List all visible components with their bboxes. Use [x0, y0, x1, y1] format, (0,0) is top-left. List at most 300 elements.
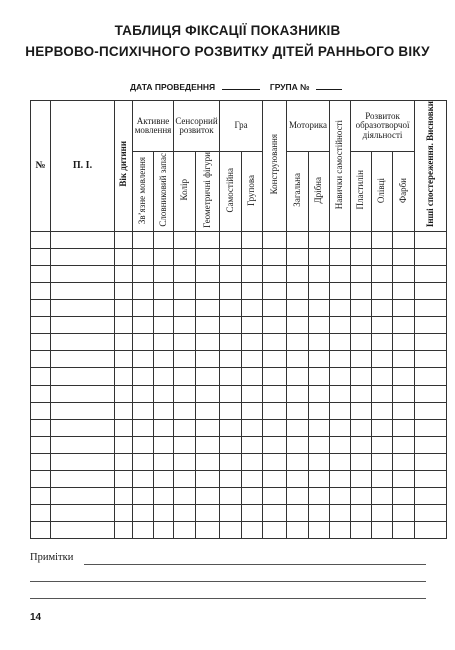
table-cell[interactable]: [220, 436, 242, 453]
table-cell[interactable]: [393, 522, 415, 539]
table-cell[interactable]: [31, 300, 51, 317]
table-cell[interactable]: [115, 351, 133, 368]
table-cell[interactable]: [242, 419, 263, 436]
table-cell[interactable]: [242, 334, 263, 351]
table-cell[interactable]: [174, 522, 196, 539]
table-cell[interactable]: [351, 265, 372, 282]
table-cell[interactable]: [309, 351, 330, 368]
table-cell[interactable]: [133, 488, 154, 505]
table-cell[interactable]: [263, 282, 287, 299]
table-cell[interactable]: [351, 436, 372, 453]
table-cell[interactable]: [351, 453, 372, 470]
table-cell[interactable]: [415, 265, 447, 282]
table-cell[interactable]: [372, 300, 393, 317]
table-cell[interactable]: [174, 385, 196, 402]
notes-line[interactable]: [30, 581, 426, 582]
table-cell[interactable]: [196, 402, 220, 419]
table-cell[interactable]: [287, 351, 309, 368]
table-cell[interactable]: [196, 505, 220, 522]
table-cell[interactable]: [154, 419, 174, 436]
table-cell[interactable]: [133, 317, 154, 334]
table-cell[interactable]: [309, 282, 330, 299]
table-cell[interactable]: [393, 231, 415, 248]
table-cell[interactable]: [393, 402, 415, 419]
table-cell[interactable]: [115, 282, 133, 299]
table-cell[interactable]: [133, 334, 154, 351]
table-cell[interactable]: [330, 300, 351, 317]
table-cell[interactable]: [174, 334, 196, 351]
table-cell[interactable]: [115, 300, 133, 317]
table-cell[interactable]: [393, 334, 415, 351]
table-cell[interactable]: [372, 385, 393, 402]
table-cell[interactable]: [220, 351, 242, 368]
table-cell[interactable]: [287, 300, 309, 317]
table-cell[interactable]: [393, 436, 415, 453]
table-cell[interactable]: [242, 453, 263, 470]
table-cell[interactable]: [287, 317, 309, 334]
table-cell[interactable]: [393, 453, 415, 470]
table-cell[interactable]: [263, 265, 287, 282]
table-cell[interactable]: [309, 505, 330, 522]
table-cell[interactable]: [263, 334, 287, 351]
table-cell[interactable]: [51, 334, 115, 351]
table-cell[interactable]: [220, 385, 242, 402]
table-cell[interactable]: [133, 300, 154, 317]
table-cell[interactable]: [263, 300, 287, 317]
table-cell[interactable]: [133, 419, 154, 436]
table-cell[interactable]: [263, 522, 287, 539]
table-cell[interactable]: [115, 488, 133, 505]
table-cell[interactable]: [330, 282, 351, 299]
table-cell[interactable]: [372, 505, 393, 522]
table-cell[interactable]: [393, 368, 415, 385]
table-cell[interactable]: [351, 334, 372, 351]
table-cell[interactable]: [415, 282, 447, 299]
table-cell[interactable]: [133, 265, 154, 282]
table-cell[interactable]: [242, 436, 263, 453]
table-cell[interactable]: [154, 505, 174, 522]
table-cell[interactable]: [220, 419, 242, 436]
table-cell[interactable]: [31, 488, 51, 505]
notes-line[interactable]: [84, 564, 426, 565]
table-cell[interactable]: [51, 419, 115, 436]
table-cell[interactable]: [287, 368, 309, 385]
table-cell[interactable]: [372, 368, 393, 385]
table-cell[interactable]: [220, 265, 242, 282]
table-cell[interactable]: [372, 317, 393, 334]
table-cell[interactable]: [196, 436, 220, 453]
table-cell[interactable]: [51, 522, 115, 539]
table-cell[interactable]: [31, 334, 51, 351]
table-cell[interactable]: [263, 470, 287, 487]
table-cell[interactable]: [372, 282, 393, 299]
table-cell[interactable]: [309, 368, 330, 385]
table-cell[interactable]: [154, 351, 174, 368]
table-cell[interactable]: [287, 402, 309, 419]
table-cell[interactable]: [372, 351, 393, 368]
table-cell[interactable]: [133, 231, 154, 248]
table-cell[interactable]: [31, 453, 51, 470]
table-cell[interactable]: [220, 317, 242, 334]
table-cell[interactable]: [330, 505, 351, 522]
table-cell[interactable]: [196, 368, 220, 385]
table-cell[interactable]: [154, 470, 174, 487]
table-cell[interactable]: [133, 522, 154, 539]
table-cell[interactable]: [309, 317, 330, 334]
table-cell[interactable]: [287, 385, 309, 402]
table-cell[interactable]: [330, 522, 351, 539]
table-cell[interactable]: [133, 436, 154, 453]
table-cell[interactable]: [154, 522, 174, 539]
table-cell[interactable]: [31, 419, 51, 436]
table-cell[interactable]: [351, 505, 372, 522]
table-cell[interactable]: [415, 351, 447, 368]
table-cell[interactable]: [115, 317, 133, 334]
table-cell[interactable]: [393, 317, 415, 334]
table-cell[interactable]: [309, 402, 330, 419]
table-cell[interactable]: [51, 282, 115, 299]
table-cell[interactable]: [287, 505, 309, 522]
table-cell[interactable]: [115, 436, 133, 453]
table-cell[interactable]: [154, 488, 174, 505]
table-cell[interactable]: [51, 385, 115, 402]
table-cell[interactable]: [309, 419, 330, 436]
table-cell[interactable]: [393, 488, 415, 505]
table-cell[interactable]: [263, 368, 287, 385]
table-cell[interactable]: [115, 334, 133, 351]
table-cell[interactable]: [263, 402, 287, 419]
table-cell[interactable]: [174, 231, 196, 248]
table-cell[interactable]: [31, 385, 51, 402]
table-cell[interactable]: [309, 453, 330, 470]
table-cell[interactable]: [196, 265, 220, 282]
table-cell[interactable]: [51, 368, 115, 385]
table-cell[interactable]: [31, 351, 51, 368]
table-cell[interactable]: [31, 265, 51, 282]
table-cell[interactable]: [309, 300, 330, 317]
table-cell[interactable]: [196, 488, 220, 505]
table-cell[interactable]: [133, 453, 154, 470]
table-cell[interactable]: [51, 453, 115, 470]
table-cell[interactable]: [415, 231, 447, 248]
table-cell[interactable]: [174, 368, 196, 385]
table-cell[interactable]: [263, 351, 287, 368]
table-cell[interactable]: [51, 488, 115, 505]
table-cell[interactable]: [174, 453, 196, 470]
table-cell[interactable]: [415, 402, 447, 419]
table-cell[interactable]: [196, 453, 220, 470]
table-cell[interactable]: [351, 470, 372, 487]
table-cell[interactable]: [242, 351, 263, 368]
table-cell[interactable]: [174, 265, 196, 282]
table-cell[interactable]: [31, 317, 51, 334]
table-cell[interactable]: [372, 231, 393, 248]
table-cell[interactable]: [351, 317, 372, 334]
table-cell[interactable]: [287, 453, 309, 470]
table-cell[interactable]: [115, 265, 133, 282]
table-cell[interactable]: [263, 436, 287, 453]
table-cell[interactable]: [242, 265, 263, 282]
table-cell[interactable]: [309, 231, 330, 248]
table-cell[interactable]: [242, 368, 263, 385]
table-cell[interactable]: [154, 402, 174, 419]
table-cell[interactable]: [220, 231, 242, 248]
table-cell[interactable]: [154, 453, 174, 470]
table-cell[interactable]: [51, 231, 115, 248]
table-cell[interactable]: [133, 282, 154, 299]
table-cell[interactable]: [133, 505, 154, 522]
table-cell[interactable]: [154, 334, 174, 351]
table-cell[interactable]: [351, 351, 372, 368]
table-cell[interactable]: [174, 248, 196, 265]
table-cell[interactable]: [393, 419, 415, 436]
table-cell[interactable]: [393, 265, 415, 282]
table-cell[interactable]: [330, 317, 351, 334]
table-cell[interactable]: [174, 351, 196, 368]
table-cell[interactable]: [31, 231, 51, 248]
table-cell[interactable]: [51, 317, 115, 334]
table-cell[interactable]: [330, 248, 351, 265]
table-cell[interactable]: [393, 385, 415, 402]
table-cell[interactable]: [287, 282, 309, 299]
table-cell[interactable]: [220, 248, 242, 265]
table-cell[interactable]: [242, 470, 263, 487]
table-cell[interactable]: [220, 334, 242, 351]
table-cell[interactable]: [415, 248, 447, 265]
table-cell[interactable]: [415, 436, 447, 453]
table-cell[interactable]: [133, 402, 154, 419]
table-cell[interactable]: [242, 522, 263, 539]
table-cell[interactable]: [351, 522, 372, 539]
table-cell[interactable]: [242, 505, 263, 522]
table-cell[interactable]: [351, 419, 372, 436]
table-cell[interactable]: [115, 522, 133, 539]
table-cell[interactable]: [196, 351, 220, 368]
table-cell[interactable]: [220, 488, 242, 505]
table-cell[interactable]: [415, 334, 447, 351]
table-cell[interactable]: [51, 402, 115, 419]
table-cell[interactable]: [351, 402, 372, 419]
table-cell[interactable]: [263, 317, 287, 334]
table-cell[interactable]: [51, 248, 115, 265]
table-cell[interactable]: [330, 488, 351, 505]
table-cell[interactable]: [263, 231, 287, 248]
table-cell[interactable]: [330, 231, 351, 248]
table-cell[interactable]: [154, 231, 174, 248]
table-cell[interactable]: [351, 248, 372, 265]
table-cell[interactable]: [309, 385, 330, 402]
table-cell[interactable]: [372, 470, 393, 487]
table-cell[interactable]: [154, 248, 174, 265]
table-cell[interactable]: [154, 368, 174, 385]
table-cell[interactable]: [154, 436, 174, 453]
table-cell[interactable]: [51, 300, 115, 317]
table-cell[interactable]: [330, 402, 351, 419]
table-cell[interactable]: [115, 419, 133, 436]
table-cell[interactable]: [220, 505, 242, 522]
table-cell[interactable]: [393, 282, 415, 299]
table-cell[interactable]: [174, 505, 196, 522]
table-cell[interactable]: [372, 453, 393, 470]
table-cell[interactable]: [287, 248, 309, 265]
table-cell[interactable]: [393, 470, 415, 487]
table-cell[interactable]: [415, 505, 447, 522]
table-cell[interactable]: [154, 385, 174, 402]
table-cell[interactable]: [31, 436, 51, 453]
table-cell[interactable]: [31, 248, 51, 265]
table-cell[interactable]: [351, 368, 372, 385]
table-cell[interactable]: [31, 470, 51, 487]
table-cell[interactable]: [51, 470, 115, 487]
table-cell[interactable]: [330, 470, 351, 487]
table-cell[interactable]: [287, 419, 309, 436]
table-cell[interactable]: [220, 368, 242, 385]
table-cell[interactable]: [242, 231, 263, 248]
table-cell[interactable]: [31, 368, 51, 385]
table-cell[interactable]: [287, 265, 309, 282]
table-cell[interactable]: [287, 436, 309, 453]
table-cell[interactable]: [133, 385, 154, 402]
table-cell[interactable]: [51, 505, 115, 522]
table-cell[interactable]: [351, 282, 372, 299]
table-cell[interactable]: [330, 385, 351, 402]
table-cell[interactable]: [154, 300, 174, 317]
table-cell[interactable]: [174, 419, 196, 436]
table-cell[interactable]: [415, 522, 447, 539]
table-cell[interactable]: [372, 265, 393, 282]
table-cell[interactable]: [115, 231, 133, 248]
table-cell[interactable]: [415, 385, 447, 402]
table-cell[interactable]: [154, 282, 174, 299]
table-cell[interactable]: [196, 300, 220, 317]
table-cell[interactable]: [174, 300, 196, 317]
table-cell[interactable]: [330, 419, 351, 436]
table-cell[interactable]: [263, 488, 287, 505]
table-cell[interactable]: [309, 488, 330, 505]
table-cell[interactable]: [115, 505, 133, 522]
table-cell[interactable]: [415, 317, 447, 334]
table-cell[interactable]: [196, 248, 220, 265]
table-cell[interactable]: [393, 505, 415, 522]
table-cell[interactable]: [51, 265, 115, 282]
table-cell[interactable]: [220, 282, 242, 299]
table-cell[interactable]: [242, 282, 263, 299]
table-cell[interactable]: [220, 470, 242, 487]
table-cell[interactable]: [351, 231, 372, 248]
table-cell[interactable]: [330, 368, 351, 385]
table-cell[interactable]: [133, 351, 154, 368]
table-cell[interactable]: [174, 488, 196, 505]
table-cell[interactable]: [242, 248, 263, 265]
table-cell[interactable]: [393, 248, 415, 265]
table-cell[interactable]: [242, 402, 263, 419]
table-cell[interactable]: [196, 419, 220, 436]
table-cell[interactable]: [115, 402, 133, 419]
table-cell[interactable]: [287, 470, 309, 487]
table-cell[interactable]: [196, 317, 220, 334]
table-cell[interactable]: [309, 334, 330, 351]
table-cell[interactable]: [242, 488, 263, 505]
table-cell[interactable]: [393, 300, 415, 317]
table-cell[interactable]: [309, 248, 330, 265]
table-cell[interactable]: [196, 282, 220, 299]
table-cell[interactable]: [372, 419, 393, 436]
table-cell[interactable]: [263, 248, 287, 265]
table-cell[interactable]: [330, 334, 351, 351]
table-cell[interactable]: [51, 436, 115, 453]
table-cell[interactable]: [31, 522, 51, 539]
table-cell[interactable]: [174, 436, 196, 453]
table-cell[interactable]: [174, 470, 196, 487]
table-cell[interactable]: [31, 402, 51, 419]
table-cell[interactable]: [263, 385, 287, 402]
table-cell[interactable]: [415, 488, 447, 505]
table-cell[interactable]: [115, 385, 133, 402]
table-cell[interactable]: [330, 265, 351, 282]
table-cell[interactable]: [309, 470, 330, 487]
table-cell[interactable]: [196, 522, 220, 539]
table-cell[interactable]: [220, 453, 242, 470]
table-cell[interactable]: [287, 522, 309, 539]
table-cell[interactable]: [372, 334, 393, 351]
table-cell[interactable]: [220, 300, 242, 317]
table-cell[interactable]: [133, 248, 154, 265]
table-cell[interactable]: [263, 505, 287, 522]
table-cell[interactable]: [196, 385, 220, 402]
table-cell[interactable]: [174, 282, 196, 299]
table-cell[interactable]: [330, 436, 351, 453]
table-cell[interactable]: [372, 402, 393, 419]
table-cell[interactable]: [220, 402, 242, 419]
table-cell[interactable]: [372, 488, 393, 505]
table-cell[interactable]: [330, 351, 351, 368]
table-cell[interactable]: [415, 419, 447, 436]
table-cell[interactable]: [196, 334, 220, 351]
table-cell[interactable]: [242, 317, 263, 334]
table-cell[interactable]: [287, 231, 309, 248]
table-cell[interactable]: [415, 470, 447, 487]
table-cell[interactable]: [115, 248, 133, 265]
notes-line[interactable]: [30, 598, 426, 599]
table-cell[interactable]: [372, 436, 393, 453]
table-cell[interactable]: [372, 522, 393, 539]
table-cell[interactable]: [115, 470, 133, 487]
table-cell[interactable]: [372, 248, 393, 265]
table-cell[interactable]: [51, 351, 115, 368]
table-cell[interactable]: [242, 385, 263, 402]
table-cell[interactable]: [351, 488, 372, 505]
table-cell[interactable]: [351, 300, 372, 317]
table-cell[interactable]: [133, 470, 154, 487]
table-cell[interactable]: [263, 453, 287, 470]
table-cell[interactable]: [115, 453, 133, 470]
table-cell[interactable]: [242, 300, 263, 317]
table-cell[interactable]: [351, 385, 372, 402]
table-cell[interactable]: [415, 300, 447, 317]
table-cell[interactable]: [196, 231, 220, 248]
table-cell[interactable]: [415, 368, 447, 385]
table-cell[interactable]: [174, 402, 196, 419]
table-cell[interactable]: [393, 351, 415, 368]
table-cell[interactable]: [309, 265, 330, 282]
table-cell[interactable]: [330, 453, 351, 470]
table-cell[interactable]: [154, 317, 174, 334]
table-cell[interactable]: [31, 505, 51, 522]
table-cell[interactable]: [309, 436, 330, 453]
table-cell[interactable]: [415, 453, 447, 470]
table-cell[interactable]: [263, 419, 287, 436]
table-cell[interactable]: [115, 368, 133, 385]
